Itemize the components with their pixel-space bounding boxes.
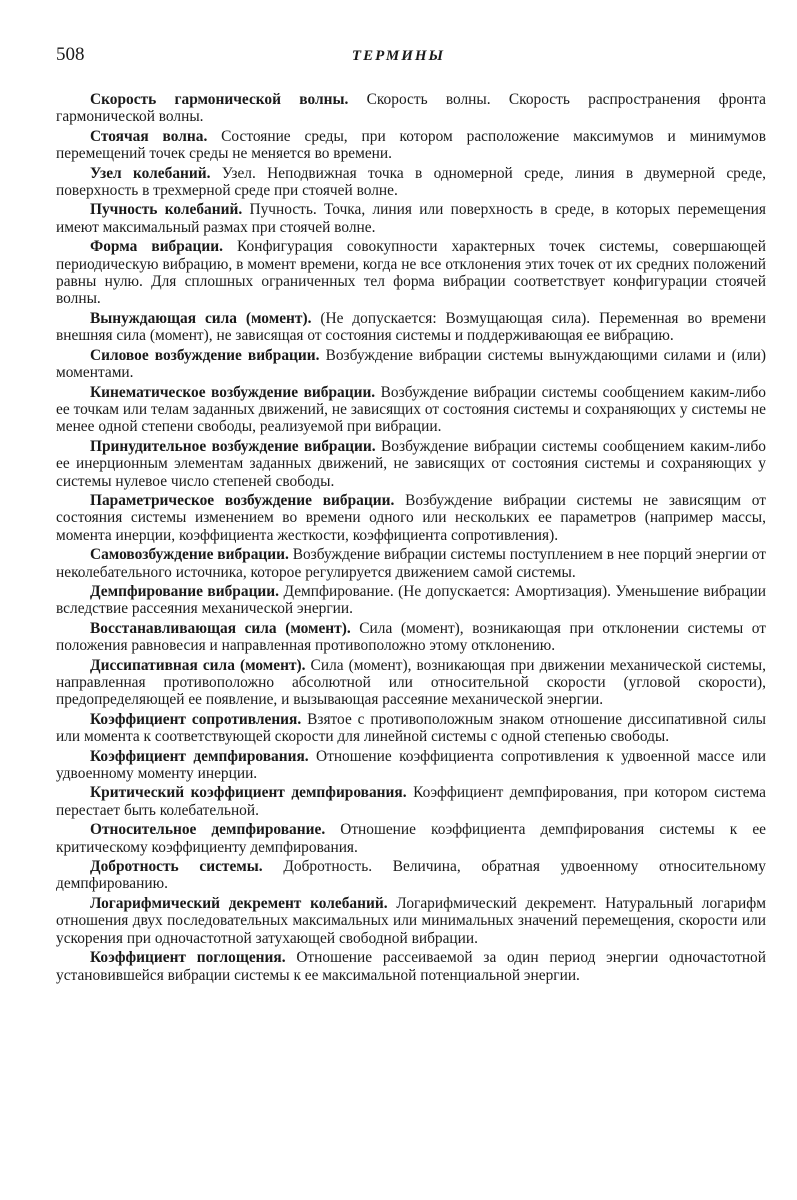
entry-term: Логарифмический декремент колебаний.: [90, 894, 388, 912]
glossary-entry: [56, 128, 766, 163]
entry-term: Узел колебаний.: [90, 164, 211, 182]
glossary-entry: [56, 165, 766, 200]
glossary-entry: [56, 347, 766, 382]
entry-definition: Взятое с противоположным знаком отношение диссипативной силы или момента к соответствующей скорости для линейной системы с одной степенью свободы.: [56, 710, 766, 746]
entry-term: Коэффициент сопротивления.: [90, 710, 302, 728]
entry-term: Добротность системы.: [90, 858, 263, 876]
entry-term: Вынуждающая сила (момент).: [90, 309, 312, 327]
entry-term: Стоячая волна.: [90, 127, 208, 145]
entry-definition: Пучность. Точка, линия или поверхность в среде, в которых перемещения имеют максимальный размах при стоячей волне.: [56, 201, 766, 236]
glossary-entry: [56, 949, 766, 984]
entry-term: Коэффициент демпфирования.: [90, 747, 309, 765]
entry-definition: Конфигурация совокупности характерных точек системы, совершающей периодическую вибрацию, в момент времени, когда не все отклонения этих точек от их средних положений равны нулю. Для сплошных ограниченных тел форма вибрации соответствует конфигурации стоячей волны.: [56, 238, 766, 308]
glossary-entry: [56, 821, 766, 856]
glossary-entry: [56, 310, 766, 345]
entry-definition: Добротность. Величина, обратная удвоенному относительному демпфированию.: [56, 858, 766, 893]
glossary-entry: [56, 438, 766, 490]
entry-definition: Демпфирование. (Не допускается: Амортизация). Уменьшение вибрации вследствие рассеяния механической энергии.: [56, 582, 766, 618]
glossary-entry: [56, 858, 766, 893]
entry-definition: Узел. Неподвижная точка в одномерной среде, линия в двумерной среде, поверхность в трехмерной среде при стоячей волне.: [56, 164, 766, 200]
entry-definition: Отношение коэффициента демпфирования системы к ее критическому коэффициенту демпфирования.: [56, 821, 766, 856]
glossary-entries: [56, 91, 766, 986]
entry-term: Скорость гармонической волны.: [90, 91, 349, 108]
entry-term: Параметрическое возбуждение вибрации.: [90, 491, 395, 509]
page-number: 508: [56, 44, 85, 65]
glossary-entry: [56, 583, 766, 618]
entry-term: Форма вибрации.: [90, 238, 223, 256]
glossary-entry: [56, 620, 766, 655]
entry-definition: Отношение рассеиваемой за один период энергии одночастотной установившейся вибрации системы к ее максимальной потенциальной энергии.: [56, 949, 766, 984]
entry-definition: Возбуждение вибрации системы вынуждающими силами и (или) моментами.: [56, 346, 766, 382]
glossary-entry: [56, 895, 766, 947]
glossary-entry: [56, 492, 766, 544]
entry-term: Восстанавливающая сила (момент).: [90, 619, 351, 637]
entry-term: Критический коэффициент демпфирования.: [90, 784, 407, 802]
entry-definition: Возбуждение вибрации системы сообщением каким-либо ее инерционным элементам заданных движений, не зависящих от состояния системы и сохраняющих у системы нулевое число степеней свободы.: [56, 437, 766, 490]
running-title: ТЕРМИНЫ: [351, 48, 446, 64]
glossary-entry: [56, 546, 766, 581]
entry-definition: (Не допускается: Возмущающая сила). Переменная во времени внешняя сила (момент), не зависящая от состояния системы и поддерживающая ее вибрацию.: [56, 309, 766, 345]
entry-definition: Возбуждение вибрации системы сообщением каким-либо ее точкам или телам заданных движений, не зависящих от состояния системы и сохраняющих у системы не менее одной степени свободы, реализуемой при вибрации.: [56, 383, 766, 436]
glossary-entry: [56, 238, 766, 308]
entry-definition: Сила (момент), возникающая при отклонении системы от положения равновесия и направленная противоположно этому отклонению.: [56, 619, 766, 655]
entry-definition: Скорость волны. Скорость распространения фронта гармонической волны.: [56, 91, 766, 126]
glossary-entry: [56, 784, 766, 819]
entry-definition: Состояние среды, при котором расположение максимумов и минимумов перемещений точек среды не меняется во времени.: [56, 127, 766, 163]
entry-term: Пучность колебаний.: [90, 201, 243, 219]
entry-term: Силовое возбуждение вибрации.: [90, 346, 320, 364]
glossary-entry: [56, 91, 766, 126]
entry-definition: Сила (момент), возникающая при движении механической системы, направленная противоположно абсолютной или относительной скорости (угловой скорости), предопределяющей ее появление, и вызывающая рассеяние механической энергии.: [56, 656, 766, 709]
glossary-entry: [56, 384, 766, 436]
entry-term: Диссипативная сила (момент).: [90, 656, 306, 674]
glossary-entry: [56, 201, 766, 236]
entry-definition: Отношение коэффициента сопротивления к удвоенной массе или удвоенному моменту инерции.: [56, 747, 766, 783]
entry-term: Относительное демпфирование.: [90, 821, 326, 839]
glossary-entry: [56, 748, 766, 783]
entry-term: Самовозбуждение вибрации.: [90, 546, 289, 564]
glossary-entry: [56, 657, 766, 709]
entry-term: Принудительное возбуждение вибрации.: [90, 437, 376, 455]
glossary-entry: [56, 711, 766, 746]
entry-term: Демпфирование вибрации.: [90, 582, 280, 600]
entry-definition: Возбуждение вибрации системы не зависящим от состояния системы изменением во времени одного или нескольких ее параметров (например массы, момента инерции, коэффициента жесткости, коэффициента сопротивления).: [56, 491, 766, 544]
entry-term: Коэффициент поглощения.: [90, 949, 286, 967]
entry-definition: Коэффициент демпфирования, при котором система перестает быть колебательной.: [56, 784, 767, 819]
entry-definition: Возбуждение вибрации системы поступлением в нее порций энергии от неколебательного источника, которое регулируется движением самой системы.: [56, 546, 767, 581]
entry-definition: Логарифмический декремент. Натуральный логарифм отношения двух последовательных максимальных или минимальных значений перемещения, скорости или ускорения при одночастотной затухающей свободной вибрации.: [56, 894, 766, 947]
entry-term: Кинематическое возбуждение вибрации.: [90, 383, 376, 401]
